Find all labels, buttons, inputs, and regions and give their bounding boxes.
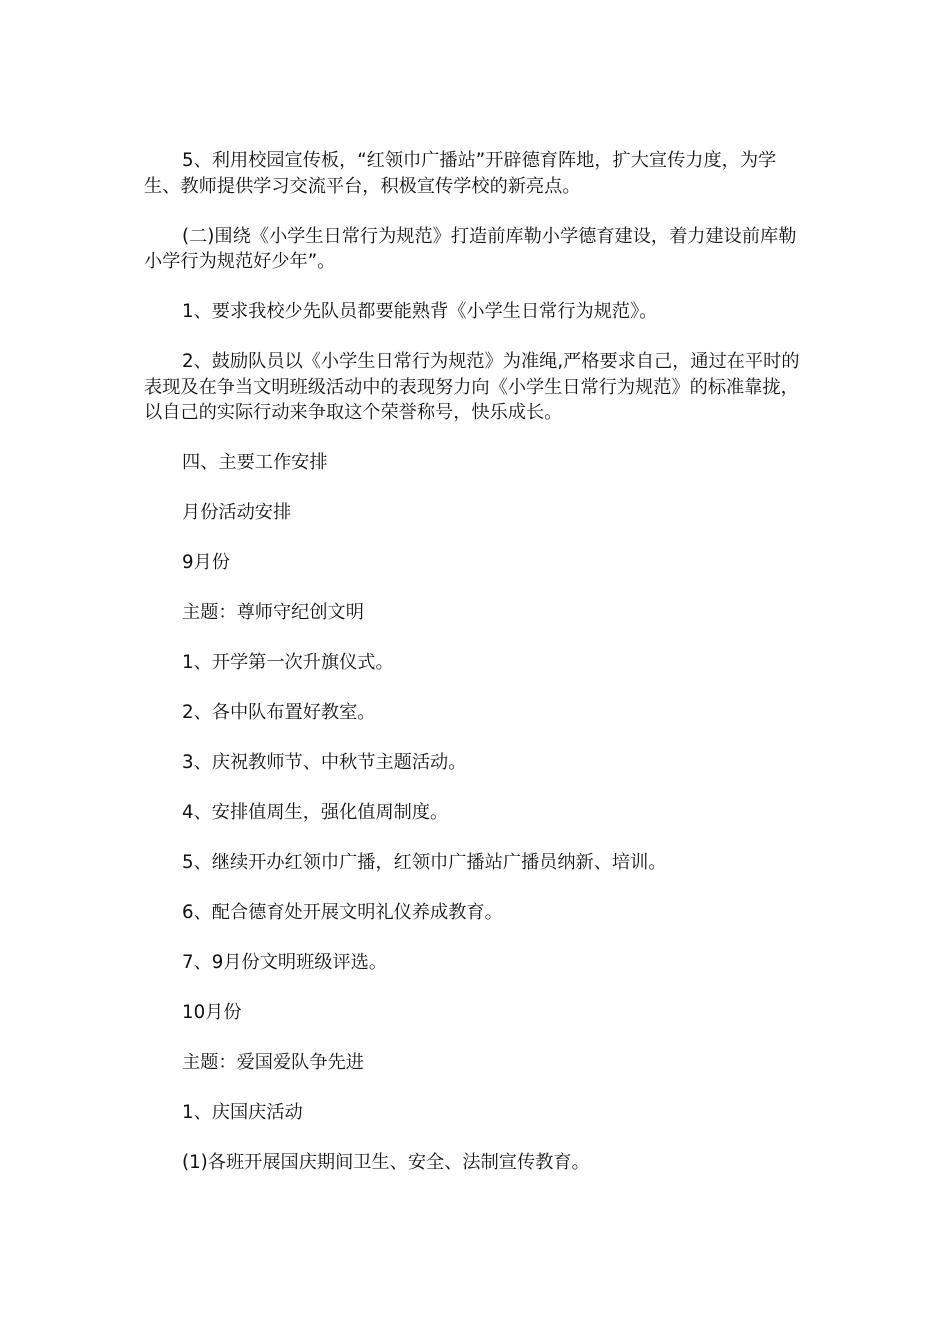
list-item: 2、各中队布置好教室。 <box>182 702 376 723</box>
paragraph: 月份活动安排 <box>182 502 292 523</box>
list-item: 3、庆祝教师节、中秋节主题活动。 <box>182 752 467 773</box>
theme-line: 主题：爱国爱队争先进 <box>182 1052 364 1073</box>
paragraph: 2、鼓励队员以《小学生日常行为规范》为准绳,严格要求自己，通过在平时的表现及在争当文明班级活动中的表现努力向《小学生日常行为规范》的标准靠拢，以自己的实际行动来争取这个荣誉称号，快乐成长。 <box>144 351 800 423</box>
section-heading: 四、主要工作安排 <box>182 452 328 473</box>
paragraph: 5、利用校园宣传板，“红领巾广播站”开辟德育阵地，扩大宣传力度，为学生、教师提供学习交流平台，积极宣传学校的新亮点。 <box>144 150 777 197</box>
month-heading: 10月份 <box>182 1002 242 1023</box>
document-body <box>144 148 809 1176</box>
paragraph: 1、要求我校少先队员都要能熟背《小学生日常行为规范》。 <box>182 301 658 322</box>
list-item: 1、开学第一次升旗仪式。 <box>182 652 394 673</box>
month-heading: 9月份 <box>182 552 230 573</box>
list-item: 6、配合德育处开展文明礼仪养成教育。 <box>182 902 503 923</box>
list-item: 4、安排值周生，强化值周制度。 <box>182 802 449 823</box>
list-item: 1、庆国庆活动 <box>182 1102 303 1123</box>
paragraph: (二)围绕《小学生日常行为规范》打造前库勒小学德育建设，着力建设前库勒小学行为规范好少年”。 <box>144 225 797 272</box>
list-item: (1)各班开展国庆期间卫生、安全、法制宣传教育。 <box>182 1152 590 1173</box>
list-item: 7、9月份文明班级评选。 <box>182 952 388 973</box>
theme-line: 主题：尊师守纪创文明 <box>182 602 364 623</box>
list-item: 5、继续开办红领巾广播，红领巾广播站广播员纳新、培训。 <box>182 852 667 873</box>
